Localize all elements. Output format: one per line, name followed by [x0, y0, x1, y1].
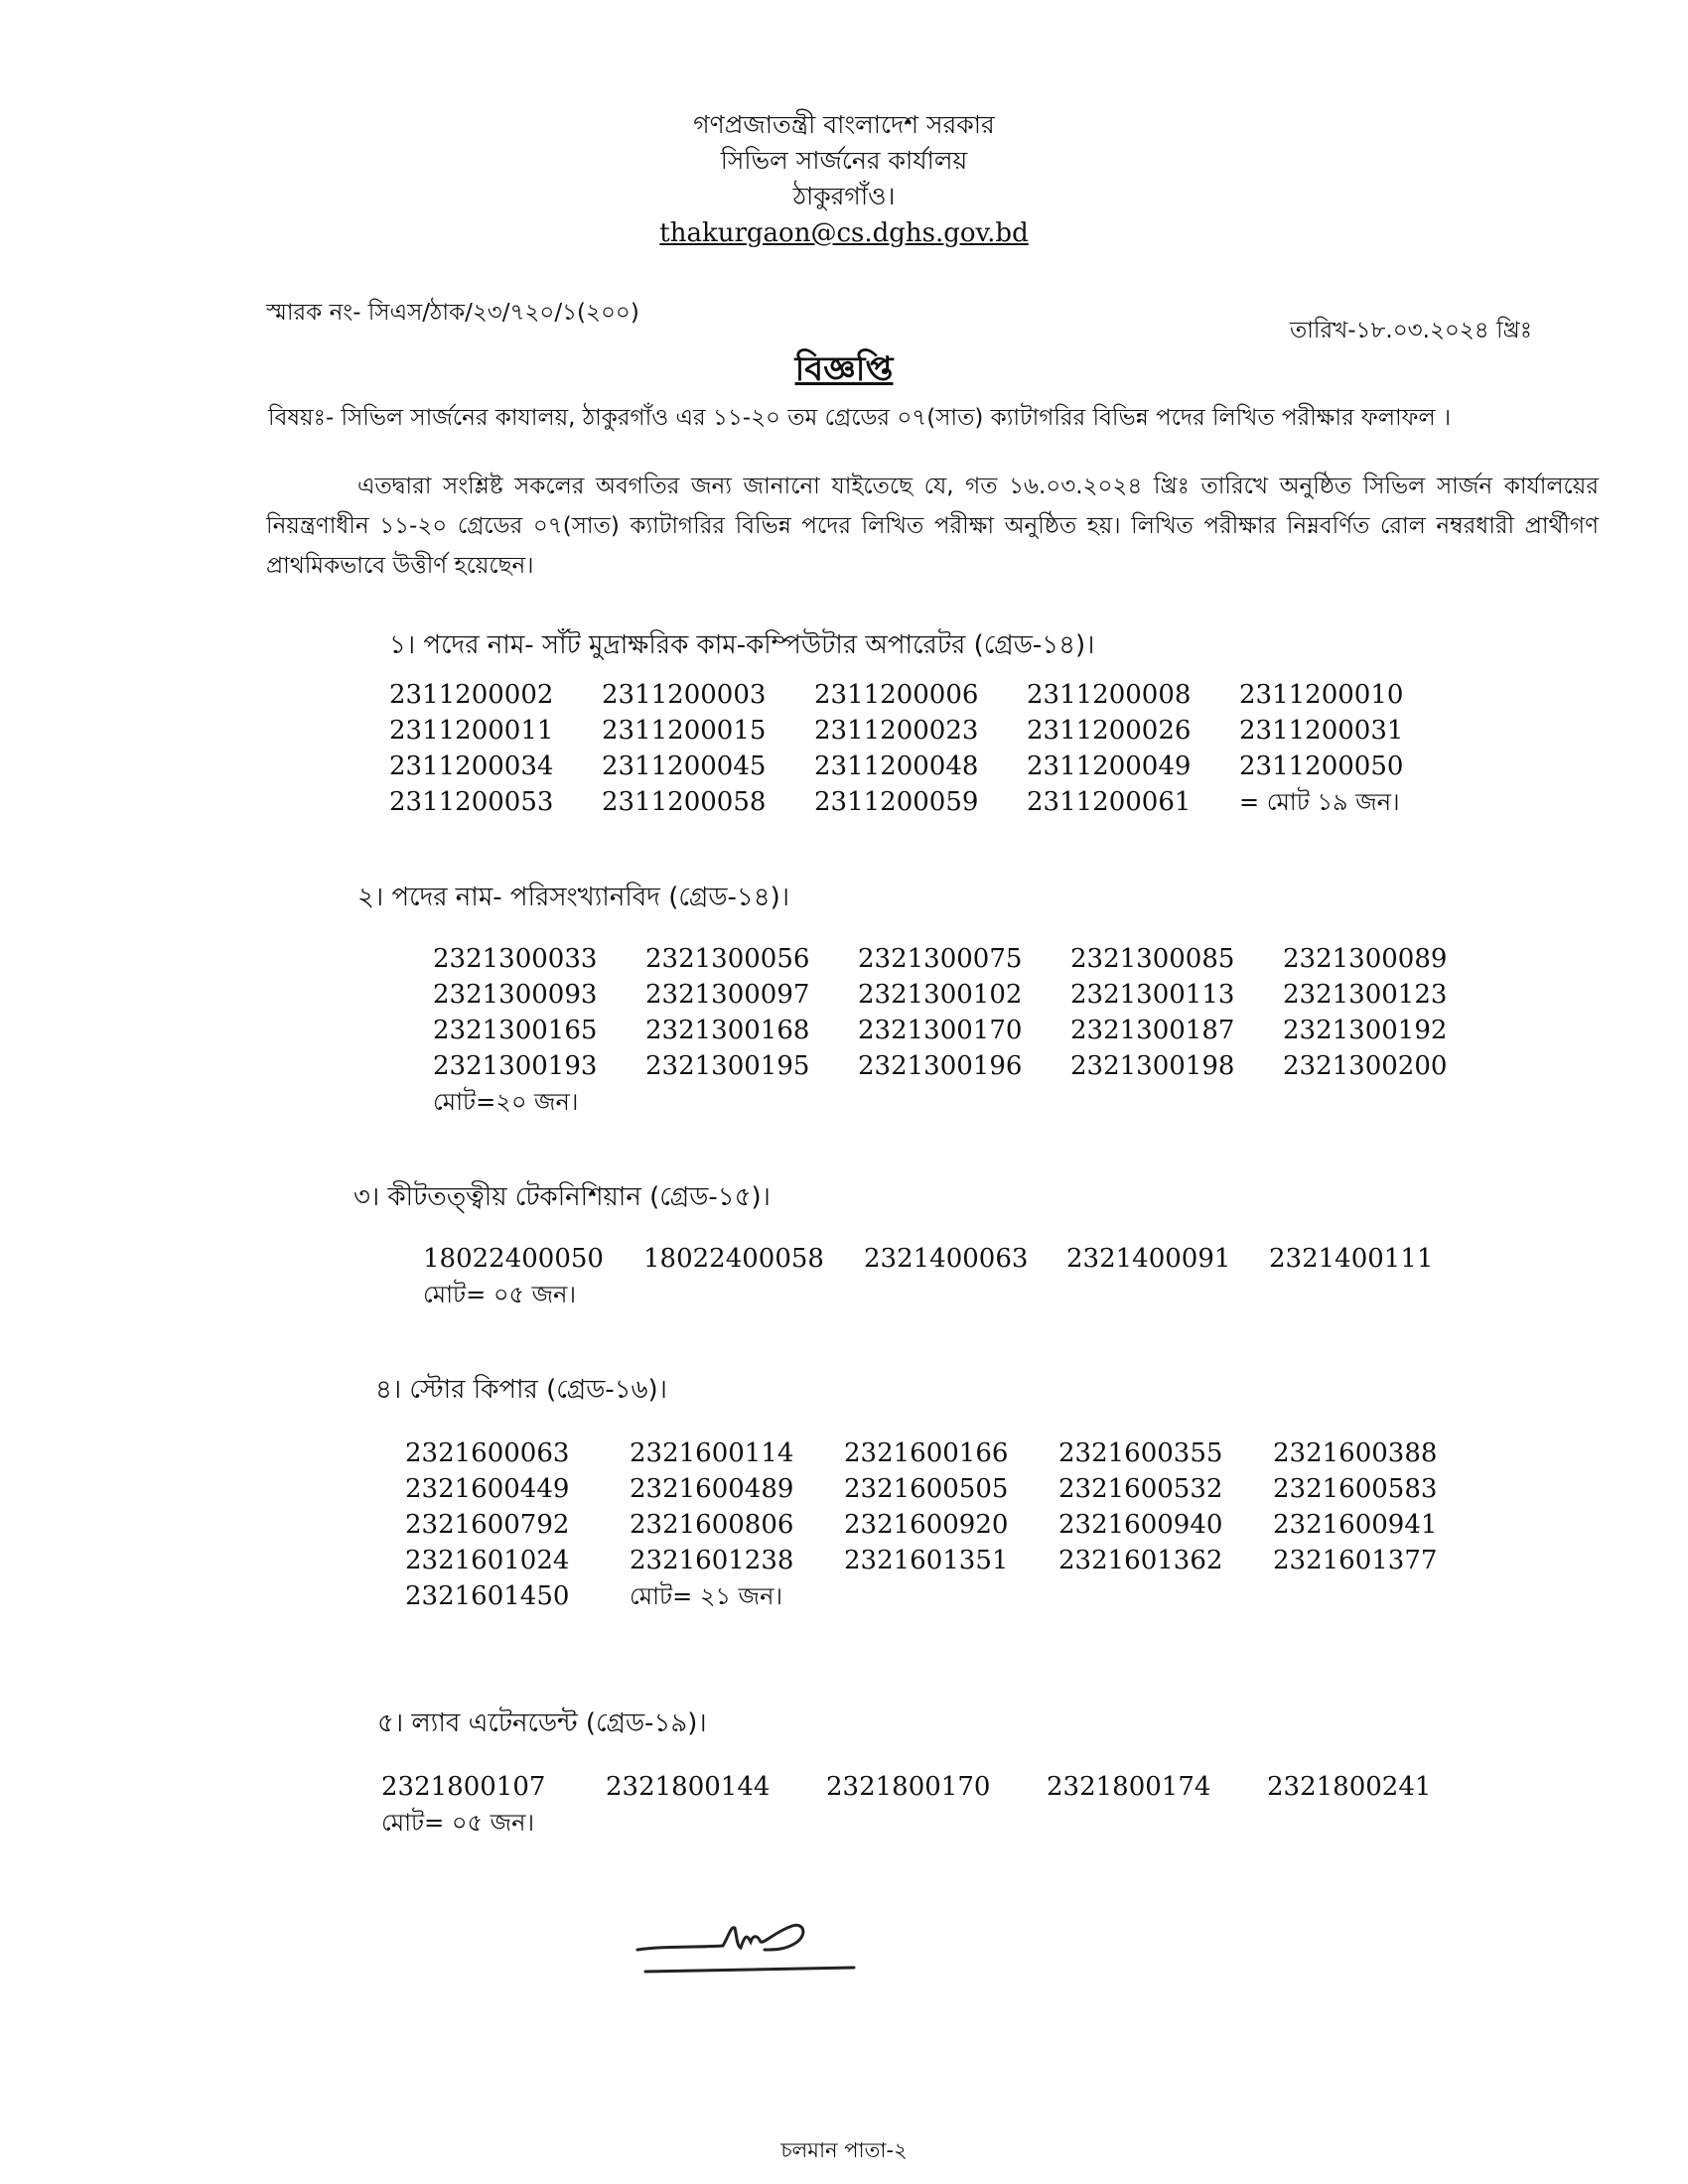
roll-number: 2321600166	[844, 1438, 1009, 1468]
notice-subject: বিষয়ঃ- সিভিল সার্জনের কাযালয়, ঠাকুরগাঁও এর ১১-২০ তম গ্রেডের ০৭(সাত) ক্যাটাগরির বিভিন্ন পদের লিখিত পরীক্ষার ফলাফল ।	[268, 405, 1452, 431]
roll-number: 2311200045	[602, 751, 767, 781]
roll-number: 2311200023	[814, 716, 979, 746]
notice-body: এতদ্বারা সংশ্লিষ্ট সকলের অবগতির জন্য জানানো যাইতেছে যে, গত ১৬.০৩.২০২৪ খ্রিঃ তারিখে অনুষ্ঠিত সিভিল সার্জন কার্যালয়ের নিয়ন্ত্রণাধীন ১১-২০ গ্রেডের ০৭(সাত) ক্যাটাগরির বিভিন্ন পদের লিখিত পরীক্ষা অনুষ্ঠিত হয়। লিখিত পরীক্ষার নিম্নবর্ণিত রোল নম্বরধারী প্রার্থীগণ প্রাথমিকভাবে উত্তীর্ণ হয়েছেন।	[266, 474, 1599, 579]
roll-number: 2321800241	[1267, 1772, 1432, 1802]
roll-number: 2311200053	[389, 787, 554, 817]
roll-number: 2321300187	[1070, 1016, 1235, 1045]
roll-number: 2321300168	[645, 1016, 810, 1045]
roll-number: 2321300075	[858, 944, 1023, 974]
roll-number: 2321600355	[1058, 1438, 1223, 1468]
roll-number: 2321601238	[630, 1546, 794, 1575]
roll-number: 2321300192	[1283, 1016, 1448, 1045]
section-heading: ৩। কীটতত্ত্বীয় টেকনিশিয়ান (গ্রেড-১৫)।	[353, 1182, 771, 1212]
roll-number: 2311200034	[389, 751, 554, 781]
section-total: মোট= ০৫ জন।	[423, 1281, 577, 1308]
roll-number: 2321600532	[1058, 1474, 1223, 1504]
roll-list	[381, 1769, 1483, 1841]
roll-list	[405, 1435, 1483, 1614]
notice-title: বিজ্ঞপ্তি	[794, 349, 894, 389]
roll-number: 2311200010	[1239, 680, 1404, 710]
roll-number: 2321300123	[1283, 980, 1448, 1010]
roll-number: 2321400111	[1269, 1244, 1434, 1274]
roll-list	[433, 941, 1491, 1120]
roll-number: 2321601450	[405, 1581, 570, 1611]
roll-number: 2321600505	[844, 1474, 1009, 1504]
section-1	[389, 625, 1448, 820]
roll-number: 2311200015	[602, 716, 767, 746]
roll-number: 2311200011	[389, 716, 554, 746]
roll-number: 2311200002	[389, 680, 554, 710]
section-heading: ১। পদের নাম- সাঁট মুদ্রাক্ষরিক কাম-কম্পিউটার অপারেটর (গ্রেড-১৪)।	[389, 630, 1095, 660]
roll-number: 2321600941	[1273, 1510, 1438, 1540]
roll-number: 2321300113	[1070, 980, 1235, 1010]
section-total: মোট= ২১ জন।	[630, 1582, 783, 1610]
roll-number: 2321601377	[1273, 1546, 1438, 1575]
roll-number: 2321300089	[1283, 944, 1448, 974]
roll-number: 2311200050	[1239, 751, 1404, 781]
roll-number: 2321600388	[1273, 1438, 1438, 1468]
roll-number: 2321600806	[630, 1510, 794, 1540]
roll-number: 2321800144	[606, 1772, 771, 1802]
notice-title-wrap	[0, 343, 1688, 400]
government-name: গণপ্রজাতন্ত্রী বাংলাদেশ সরকার	[693, 110, 995, 139]
roll-number: 2321400091	[1066, 1244, 1231, 1274]
roll-number: 2321300056	[645, 944, 810, 974]
roll-number: 2321600449	[405, 1474, 570, 1504]
signature-scribble	[626, 1906, 864, 1985]
signature	[626, 1906, 864, 1989]
roll-number: 2321800170	[826, 1772, 991, 1802]
memo-number: স্মারক নং- সিএস/ঠাক/২৩/৭২০/১(২০০)	[266, 300, 639, 326]
office-email: thakurgaon@cs.dghs.gov.bd	[659, 218, 1029, 248]
roll-number: 2321600792	[405, 1510, 570, 1540]
roll-number: 2321300200	[1283, 1051, 1448, 1081]
roll-number: 2321600583	[1273, 1474, 1438, 1504]
section-total: = মোট ১৯ জন।	[1239, 788, 1400, 816]
roll-number: 18022400058	[643, 1244, 824, 1274]
roll-number: 2311200058	[602, 787, 767, 817]
roll-number: 2321300165	[433, 1016, 598, 1045]
roll-number: 2311200061	[1027, 787, 1192, 817]
roll-number: 2311200048	[814, 751, 979, 781]
roll-number: 2321300093	[433, 980, 598, 1010]
section-4	[375, 1370, 1483, 1614]
roll-number: 2321300196	[858, 1051, 1023, 1081]
roll-number: 2321601024	[405, 1546, 570, 1575]
section-total: মোট=২০ জন।	[433, 1088, 579, 1116]
roll-number: 2311200006	[814, 680, 979, 710]
section-heading: ৫। ল্যাব এটেনডেন্ট (গ্রেড-১৯)।	[377, 1708, 707, 1738]
roll-number: 2311200031	[1239, 716, 1404, 746]
roll-number: 2321300193	[433, 1051, 598, 1081]
section-5	[377, 1704, 1483, 1841]
notice-date: তারিখ-১৮.০৩.২০২৪ খ্রিঃ	[1290, 318, 1532, 343]
roll-number: 2321601362	[1058, 1546, 1223, 1575]
roll-number: 2321600114	[630, 1438, 794, 1468]
roll-number: 2311200049	[1027, 751, 1192, 781]
roll-list	[389, 677, 1448, 820]
roll-number: 2321300170	[858, 1016, 1023, 1045]
office-name: সিভিল সার্জনের কার্যালয়	[720, 146, 968, 175]
roll-number: 2311200003	[602, 680, 767, 710]
roll-number: 2311200026	[1027, 716, 1192, 746]
section-total: মোট= ০৫ জন।	[381, 1809, 535, 1837]
roll-number: 2321600489	[630, 1474, 794, 1504]
roll-number: 2321800107	[381, 1772, 546, 1802]
roll-number: 2321300085	[1070, 944, 1235, 974]
roll-number: 2321400063	[864, 1244, 1029, 1274]
letterhead	[0, 107, 1688, 252]
roll-number: 2321600063	[405, 1438, 570, 1468]
roll-number: 2321300102	[858, 980, 1023, 1010]
roll-list	[423, 1241, 1468, 1312]
roll-number: 2321800174	[1047, 1772, 1211, 1802]
roll-number: 2311200008	[1027, 680, 1192, 710]
roll-number: 2321300198	[1070, 1051, 1235, 1081]
roll-number: 2321601351	[844, 1546, 1009, 1575]
roll-number: 2321300097	[645, 980, 810, 1010]
roll-number: 2311200059	[814, 787, 979, 817]
section-heading: ৪। স্টোর কিপার (গ্রেড-১৬)।	[375, 1375, 667, 1405]
section-heading: ২। পদের নাম- পরিসংখ্যানবিদ (গ্রেড-১৪)।	[357, 883, 790, 912]
office-location: ঠাকুরগাঁও।	[792, 182, 896, 210]
roll-number: 18022400050	[423, 1244, 604, 1274]
section-3	[353, 1177, 1468, 1312]
section-2	[357, 878, 1491, 1120]
roll-number: 2321300195	[645, 1051, 810, 1081]
roll-number: 2321600940	[1058, 1510, 1223, 1540]
roll-number: 2321600920	[844, 1510, 1009, 1540]
page-footer: চলমান পাতা-২	[780, 2138, 908, 2162]
roll-number: 2321300033	[433, 944, 598, 974]
